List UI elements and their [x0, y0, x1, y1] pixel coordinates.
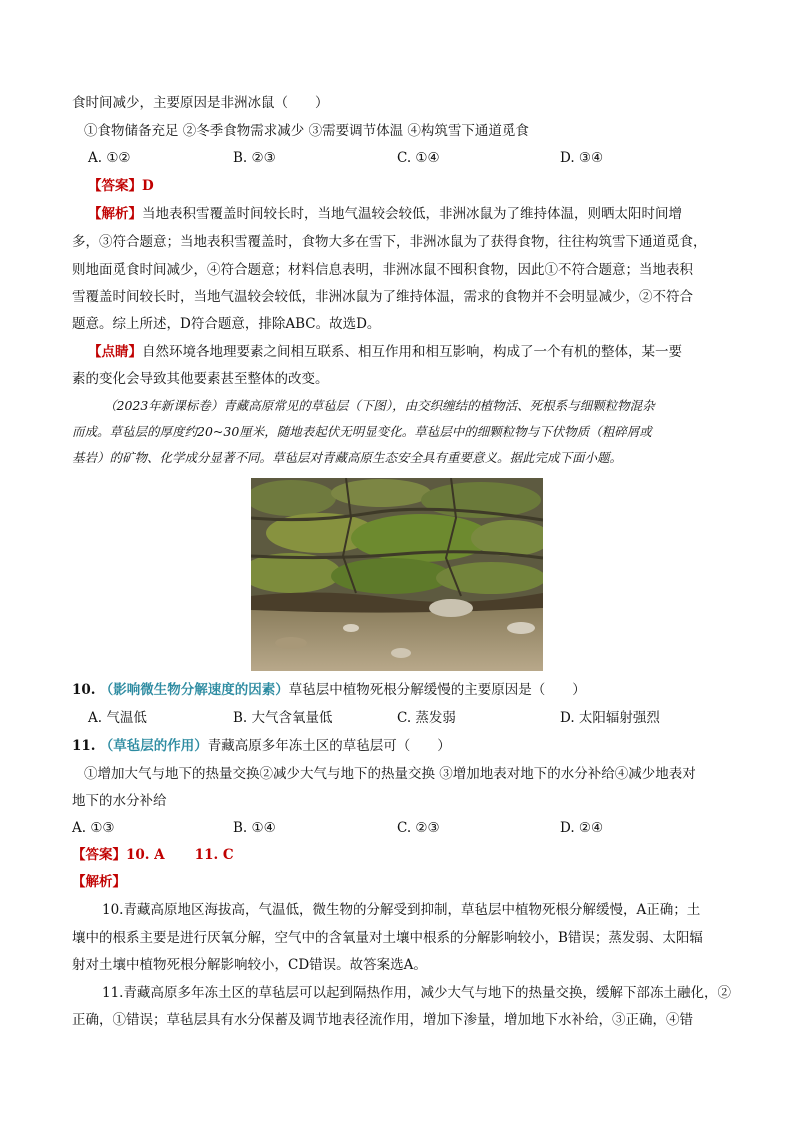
answers-label: 【答案】	[72, 847, 126, 863]
q9-statements: ①食物储备充足 ②冬季食物需求减少 ③需要调节体温 ④构筑雪下通道觅食	[84, 123, 529, 139]
q11-option-a: A. ①③	[72, 820, 115, 836]
q9-answer	[88, 176, 154, 196]
q9-tip-label: 【点睛】	[88, 344, 142, 360]
q10-stem-line	[72, 680, 586, 700]
q10-tag: （影响微生物分解速度的因素）	[99, 682, 289, 698]
q10-option-a: A. 气温低	[88, 710, 147, 726]
q9-analysis-line-5: 题意。综上所述，D符合题意，排除ABC。故选D。	[72, 316, 381, 332]
material-line-2: 而成。草毡层的厚度约20~30厘米，随地表起伏无明显变化。草毡层中的细颗粒物与下伏物质（粗碎屑或	[72, 424, 652, 439]
q9-option-b: B. ②③	[233, 150, 276, 166]
q9-stem-tail: 食时间减少，主要原因是非洲冰鼠（ ）	[72, 95, 329, 111]
q11-statements-line-2: 地下的水分补给	[72, 793, 167, 809]
q9-analysis-line-3: 则地面觅食时间减少，④符合题意；材料信息表明，非洲冰鼠不囤积食物，因此①不符合题意；当地表积	[72, 262, 693, 278]
q9-option-d: D. ③④	[560, 150, 604, 166]
q9-answer-value: D	[142, 178, 154, 194]
material-line-3: 基岩）的矿物、化学成分显著不同。草毡层对青藏高原生态安全具有重要意义。据此完成下面小题。	[72, 450, 623, 465]
p10-line-1: 10.青藏高原地区海拔高，气温低，微生物的分解受到抑制，草毡层中植物死根分解缓慢，A正确；土	[102, 902, 701, 918]
answer-10: 10. A	[126, 847, 165, 863]
p11-line-2: 正确，①错误；草毡层具有水分保蓄及调节地表径流作用，增加下渗量，增加地下水补给，③正确，④错	[72, 1012, 693, 1028]
q9-analysis-line-2: 多，③符合题意；当地表积雪覆盖时，食物大多在雪下，非洲冰鼠为了获得食物，往往构筑雪下通道觅食，	[72, 234, 707, 250]
q9-option-a: A. ①②	[88, 150, 131, 166]
q11-option-c: C. ②③	[397, 820, 440, 836]
p10-line-3: 射对土壤中植物死根分解影响较小，CD错误。故答案选A。	[72, 957, 427, 973]
answers-line	[72, 845, 234, 865]
q11-stem: 青藏高原多年冻土区的草毡层可（ ）	[207, 738, 451, 754]
q9-tip-line-2: 素的变化会导致其他要素甚至整体的改变。	[72, 371, 329, 387]
q9-option-c: C. ①④	[397, 150, 440, 166]
p11-line-1: 11.青藏高原多年冻土区的草毡层可以起到隔热作用，减少大气与地下的热量交换，缓解下部冻土融化，②	[102, 985, 731, 1001]
q11-tag: （草毡层的作用）	[99, 738, 208, 754]
q9-analysis-text-1: 当地表积雪覆盖时间较长时，当地气温较会较低，非洲冰鼠为了维持体温，则晒太阳时间增	[142, 206, 682, 222]
material-line-1: （2023年新课标卷）青藏高原常见的草毡层（下图），由交织缠结的植物活、死根系与细颗粒物混杂	[104, 398, 655, 413]
answers-analysis-label: 【解析】	[72, 874, 126, 890]
q11-statements-line-1: ①增加大气与地下的热量交换②减少大气与地下的热量交换 ③增加地表对地下的水分补给④减少地表对	[84, 766, 696, 782]
answer-11: 11. C	[194, 847, 234, 863]
q10-option-b: B. 大气含氧量低	[233, 710, 333, 726]
sod-layer-photo	[251, 478, 543, 671]
q10-number: 10.	[72, 682, 96, 698]
q11-option-b: B. ①④	[233, 820, 276, 836]
q11-stem-line	[72, 736, 451, 756]
q9-analysis-label: 【解析】	[88, 206, 142, 222]
q9-analysis-line-1	[88, 204, 682, 224]
q11-number: 11.	[72, 738, 96, 754]
q9-tip-line-1	[88, 342, 682, 362]
q9-tip-text-1: 自然环境各地理要素之间相互联系、相互作用和相互影响，构成了一个有机的整体，某一要	[142, 344, 682, 360]
q10-stem: 草毡层中植物死根分解缓慢的主要原因是（ ）	[288, 682, 586, 698]
p10-line-2: 壤中的根系主要是进行厌氧分解，空气中的含氧量对土壤中根系的分解影响较小，B错误；蒸发弱、太阳辐	[72, 930, 703, 946]
q10-option-c: C. 蒸发弱	[397, 710, 456, 726]
q10-option-d: D. 太阳辐射强烈	[560, 710, 660, 726]
q9-analysis-line-4: 雪覆盖时间较长时，当地气温较会较低，非洲冰鼠为了维持体温，需求的食物并不会明显减少，②不符合	[72, 289, 693, 305]
q11-option-d: D. ②④	[560, 820, 604, 836]
q9-answer-label: 【答案】	[88, 178, 142, 194]
